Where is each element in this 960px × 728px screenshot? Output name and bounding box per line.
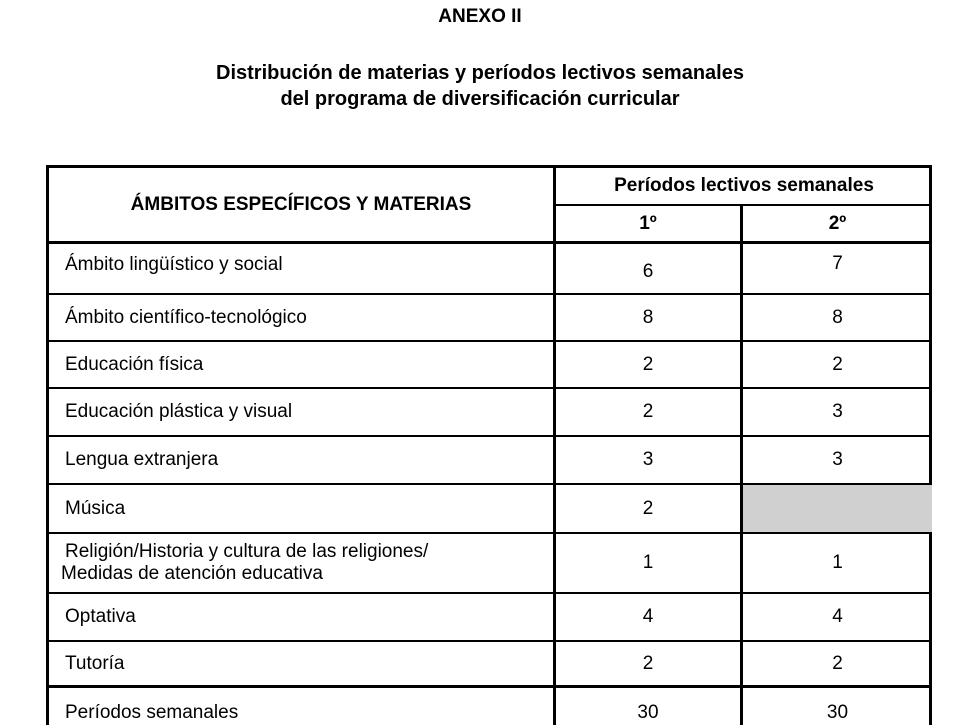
header-year1: 1º — [639, 212, 657, 234]
document-title-line1: Distribución de materias y períodos lectivos semanales — [216, 62, 744, 84]
subject-cell-multiline — [49, 534, 553, 592]
year2-cell: 3 — [832, 401, 843, 422]
subject-cell: Tutoría — [65, 652, 125, 674]
subject-cell: Ámbito lingüístico y social — [65, 254, 283, 275]
total-year2: 30 — [826, 702, 849, 723]
year2-cell: 2 — [832, 353, 843, 375]
subject-cell: Educación plástica y visual — [65, 401, 293, 422]
subject-cell: Optativa — [65, 606, 136, 627]
year2-cell: 7 — [832, 253, 843, 274]
document-title-line2: del programa de diversificación curricular — [280, 88, 680, 110]
subject-line2: Medidas de atención educativa — [61, 563, 323, 584]
subject-cell: Lengua extranjera — [65, 449, 219, 470]
year1-cell: 2 — [642, 652, 654, 674]
year2-cell: 2 — [832, 652, 843, 674]
year1-cell: 2 — [642, 353, 654, 375]
annex-title: ANEXO II — [438, 6, 522, 27]
year1-cell: 2 — [642, 401, 654, 422]
total-label: Períodos semanales — [65, 702, 239, 723]
year1-cell: 2 — [642, 497, 654, 519]
header-periods: Períodos lectivos semanales — [614, 175, 874, 196]
subject-line1: Religión/Historia y cultura de las religiones/ — [65, 541, 429, 562]
year2-cell: 1 — [832, 552, 843, 573]
header-subjects: ÁMBITOS ESPECÍFICOS Y MATERIAS — [130, 193, 472, 215]
year2-cell: 4 — [832, 606, 843, 627]
subjects-table — [46, 165, 932, 725]
year2-cell: 3 — [832, 449, 843, 470]
year1-cell: 8 — [642, 306, 654, 328]
year1-cell: 3 — [642, 449, 654, 470]
year1-cell: 1 — [642, 552, 654, 573]
year1-cell: 6 — [642, 260, 654, 282]
header-year2: 2º — [828, 212, 847, 234]
year1-cell: 4 — [642, 606, 654, 627]
year2-cell — [743, 485, 932, 532]
year2-cell: 8 — [832, 306, 843, 328]
document-title — [0, 60, 960, 112]
subject-cell: Educación física — [65, 353, 204, 375]
subject-cell: Música — [65, 497, 126, 519]
total-year1: 30 — [637, 702, 659, 723]
total-top-line — [49, 685, 932, 688]
subject-cell: Ámbito científico-tecnológico — [65, 306, 307, 328]
